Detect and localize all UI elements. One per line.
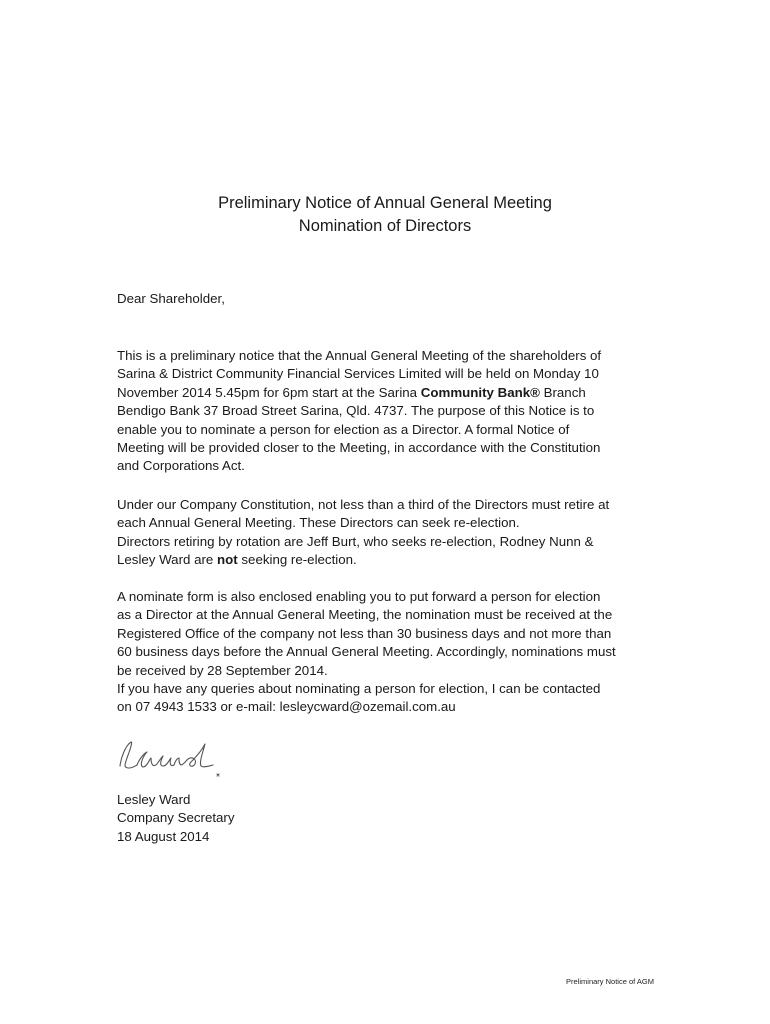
text-line: on 07 4943 1533 or e-mail: lesleycward@ozemail.com.au <box>117 699 456 715</box>
document-subtitle: Nomination of Directors <box>298 217 472 235</box>
text-line <box>117 551 667 569</box>
page-footer: Preliminary Notice of AGM <box>566 977 654 986</box>
letter-date: 18 August 2014 <box>117 828 210 844</box>
paragraph-directors-retiring <box>117 496 667 570</box>
text-fragment: Branch <box>539 384 586 400</box>
text-fragment: Lesley Ward are <box>117 552 218 568</box>
text-line: Registered Office of the company not less than 30 business days and not more than <box>117 625 612 641</box>
bold-brand-text: Community Bank® <box>420 384 540 400</box>
text-line: be received by 28 September 2014. <box>117 662 328 678</box>
text-line: each Annual General Meeting. These Directors can seek re-election. <box>117 515 520 531</box>
text-line: and Corporations Act. <box>117 458 245 474</box>
text-line: Bendigo Bank 37 Broad Street Sarina, Qld. 4737. The purpose of this Notice is to <box>117 403 595 419</box>
signatory-role: Company Secretary <box>117 810 235 826</box>
text-line: 60 business days before the Annual General Meeting. Accordingly, nominations must <box>117 644 616 660</box>
greeting: Dear Shareholder, <box>117 291 225 306</box>
document-title: Preliminary Notice of Annual General Meeting <box>218 194 552 212</box>
text-line: Meeting will be provided closer to the Meeting, in accordance with the Constitution <box>117 440 601 456</box>
text-line: This is a preliminary notice that the Annual General Meeting of the shareholders of <box>117 348 602 363</box>
bold-emphasis-text: not <box>217 552 238 568</box>
paragraph-meeting-notice <box>117 347 667 476</box>
text-line: Under our Company Constitution, not less than a third of the Directors must retire at <box>117 497 610 512</box>
paragraph-nomination-info <box>117 588 667 717</box>
text-line: Sarina & District Community Financial Services Limited will be held on Monday 10 <box>117 366 599 382</box>
handwritten-signature <box>117 736 237 782</box>
signoff-block <box>117 791 235 846</box>
text-fragment: seeking re-election. <box>237 552 357 568</box>
text-line: A nominate form is also enclosed enabling you to put forward a person for election <box>117 589 601 604</box>
text-line: Directors retiring by rotation are Jeff Burt, who seeks re-election, Rodney Nunn & <box>117 533 594 549</box>
signatory-name: Lesley Ward <box>117 792 191 807</box>
text-line: If you have any queries about nominating a person for election, I can be contacted <box>117 681 601 697</box>
text-line: enable you to nominate a person for election as a Director. A formal Notice of <box>117 421 570 437</box>
text-line: as a Director at the Annual General Meeting, the nomination must be received at the <box>117 607 613 623</box>
text-line <box>117 384 667 402</box>
text-fragment: November 2014 5.45pm for 6pm start at the Sarina <box>117 384 421 400</box>
